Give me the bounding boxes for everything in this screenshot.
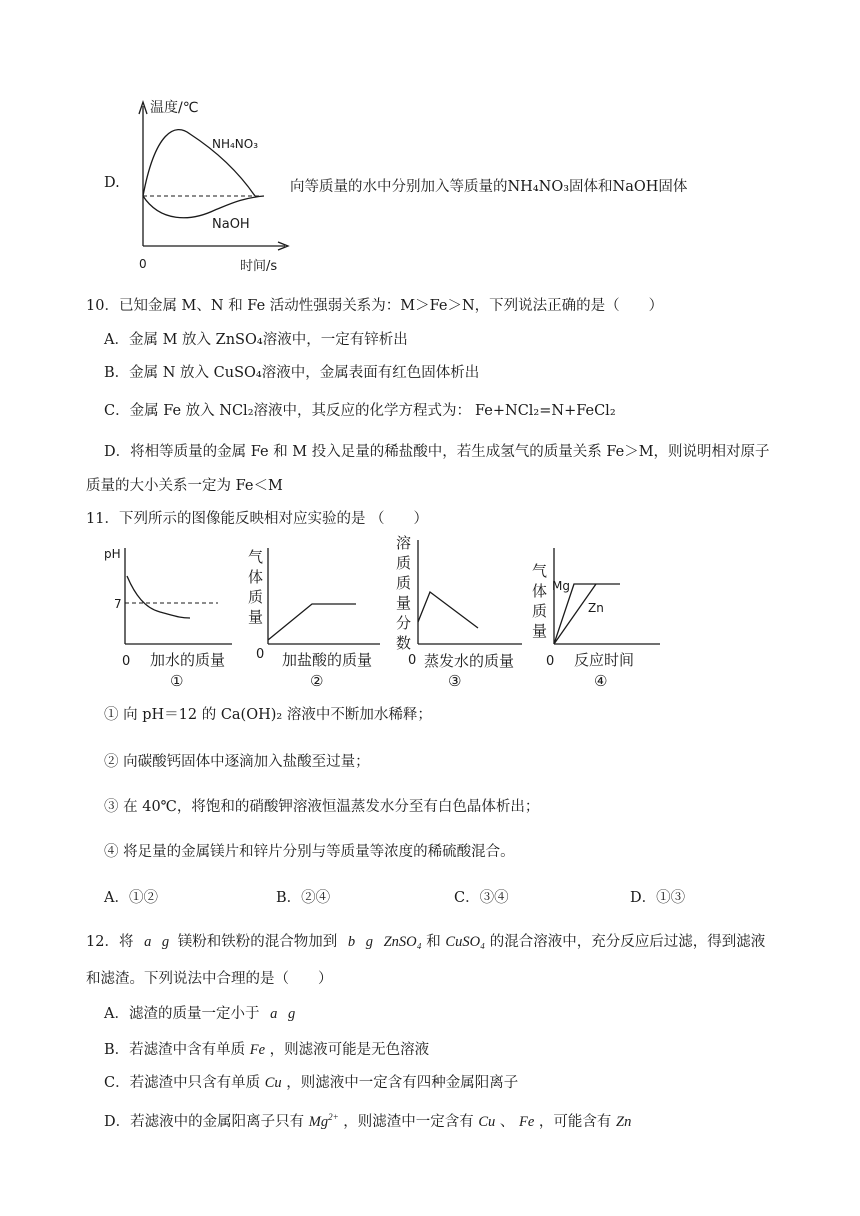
q12-stem-text: 的混合溶液中，充分反应后过滤，得到滤液	[489, 934, 766, 950]
q12-option-d-text: ，则滤渣中一定含有	[343, 1114, 474, 1130]
q11-graph-4-x-label: 反应时间	[574, 651, 635, 669]
q12-mg: Mg	[308, 1114, 329, 1130]
q11-graph-4-y-char: 质	[532, 602, 548, 620]
q12-mg-charge: 2+	[328, 1112, 339, 1123]
q12-option-b-text: B．若滤渣中含有单质	[104, 1042, 246, 1058]
q12-option-b-text: ，则滤液可能是无色溶液	[269, 1042, 430, 1058]
q10-option-c-equation: Fe+NCl₂=N+FeCl₂	[475, 403, 616, 419]
q11-graph-4-y-char: 量	[532, 622, 548, 640]
q11-item-2: ② 向碳酸钙固体中逐滴加入盐酸至过量；	[104, 754, 370, 770]
q11-graph-2-y-char: 量	[248, 608, 264, 626]
q9d-x-label: 时间/s	[240, 259, 278, 274]
q12-option-c	[104, 1071, 518, 1092]
q12-option-d-text: ，可能含有	[538, 1114, 612, 1130]
q12-zn: Zn	[616, 1114, 632, 1130]
q10-stem: 10．已知金属 M、N 和 Fe 活动性强弱关系为：M＞Fe＞N，下列说法正确的是（ ）	[86, 298, 664, 314]
q12-znso4: ZnSO₄	[383, 934, 422, 950]
q12-var-a: a	[144, 934, 152, 950]
q12-stem-line1	[86, 930, 765, 951]
q12-option-d-text: D．若滤液中的金属阳离子只有	[104, 1114, 305, 1130]
q11-option-b: B．②④	[276, 890, 331, 906]
q11-graph-3-x-label: 蒸发水的质量	[424, 652, 515, 670]
q11-graph-3-y-char: 质	[396, 554, 412, 572]
q11-graph-4-origin: 0	[546, 654, 555, 669]
q11-graph-3-y-char: 分	[396, 614, 412, 632]
q11-graph-3-y-char: 溶	[396, 534, 412, 552]
q9d-label: D.	[104, 175, 120, 191]
q11-graph-2-x-label: 加盐酸的质量	[282, 651, 373, 669]
q10-option-c	[104, 399, 616, 420]
q12-option-a-text: A．滤渣的质量一定小于	[104, 1006, 260, 1022]
q12-and: 和	[426, 934, 441, 950]
q9d-y-label: 温度/℃	[150, 100, 199, 116]
q12-unit-g: g	[287, 1006, 296, 1022]
q11-graph-1-origin: 0	[122, 654, 131, 669]
q12-option-d	[104, 1110, 631, 1131]
q12-cuso4: CuSO₄	[445, 934, 486, 950]
q12-cu: Cu	[478, 1114, 496, 1130]
q10-option-b: B．金属 N 放入 CuSO₄溶液中，金属表面有红色固体析出	[104, 365, 480, 381]
q11-graph-3	[390, 532, 530, 692]
q12-fe: Fe	[519, 1114, 535, 1130]
q11-graph-3-num: ③	[448, 672, 462, 690]
q11-graph-3-y-char: 数	[396, 634, 412, 652]
q10-option-c-text: C．金属 Fe 放入 NCl₂溶液中，其反应的化学方程式为：	[104, 403, 472, 419]
q11-graph-3-y-char: 量	[396, 594, 412, 612]
q11-graph-1-y-label: pH	[104, 547, 121, 561]
q12-fe: Fe	[249, 1042, 266, 1058]
q9d-origin: 0	[139, 257, 147, 271]
q11-graph-2-y-char: 体	[248, 568, 264, 586]
q11-item-4: ④ 将足量的金属镁片和锌片分别与等质量等浓度的稀硫酸混合。	[104, 844, 515, 860]
q11-stem: 11．下列所示的图像能反映相对应实验的是 （ ）	[86, 511, 429, 527]
q11-graph-1	[100, 540, 240, 692]
q11-graph-1-ref: 7	[114, 597, 122, 611]
q11-graph-1-num: ①	[170, 672, 184, 690]
q12-option-c-text: C．若滤渣中只含有单质	[104, 1075, 261, 1091]
q11-graph-2-num: ②	[310, 672, 324, 690]
q11-graph-3-origin: 0	[408, 653, 417, 668]
q11-option-a: A．①②	[104, 890, 158, 906]
q12-option-c-text: ，则滤液中一定含有四种金属阳离子	[286, 1075, 519, 1091]
q11-graph-3-y-char: 质	[396, 574, 412, 592]
q10-option-a: A．金属 M 放入 ZnSO₄溶液中，一定有锌析出	[104, 332, 408, 348]
q11-graph-4	[530, 540, 670, 692]
q12-option-a	[104, 1002, 295, 1023]
q11-option-c: C．③④	[454, 890, 509, 906]
q9d-statement: 向等质量的水中分别加入等质量的NH₄NO₃固体和NaOH固体	[290, 179, 688, 195]
q10-option-d-line2: 质量的大小关系一定为 Fe＜M	[86, 478, 283, 494]
q12-sep: 、	[499, 1114, 515, 1130]
q11-graph-4-series-mg: Mg	[552, 579, 570, 593]
q11-graph-2-y-char: 质	[248, 588, 264, 606]
q9d-curve-top-label: NH₄NO₃	[212, 137, 259, 151]
q12-stem-text: 12．将	[86, 934, 134, 950]
q11-graph-4-num: ④	[594, 672, 608, 690]
q11-item-1: ① 向 pH＝12 的 Ca(OH)₂ 溶液中不断加水稀释；	[104, 707, 432, 723]
q12-stem-text: 镁粉和铁粉的混合物加到	[177, 934, 338, 950]
q12-unit-g: g	[365, 934, 373, 950]
q11-item-3: ③ 在 40℃，将饱和的硝酸钾溶液恒温蒸发水分至有白色晶体析出；	[104, 799, 540, 815]
q12-option-b	[104, 1038, 429, 1059]
q11-graph-2	[240, 540, 390, 692]
q11-graph-4-series-zn: Zn	[588, 601, 604, 615]
q9d-curve-bottom-label: NaOH	[212, 217, 250, 232]
q11-graph-2-origin: 0	[256, 647, 265, 662]
q12-stem-line2: 和滤渣。下列说法中合理的是（ ）	[86, 971, 333, 987]
q10-option-d-line1: D．将相等质量的金属 Fe 和 M 投入足量的稀盐酸中，若生成氢气的质量关系 Fe＞M，则说明相对原子	[104, 444, 770, 460]
q12-var-a: a	[270, 1006, 278, 1022]
q11-graph-1-x-label: 加水的质量	[150, 651, 226, 669]
q12-unit-g: g	[161, 934, 170, 950]
q11-graph-2-y-char: 气	[248, 548, 264, 566]
q11-graph-4-y-char: 体	[532, 582, 548, 600]
q12-var-b: b	[347, 934, 356, 950]
q9d-graph	[130, 92, 300, 274]
q11-option-d: D．①③	[630, 890, 686, 906]
q11-graph-4-y-char: 气	[532, 562, 548, 580]
q12-cu: Cu	[264, 1075, 282, 1091]
